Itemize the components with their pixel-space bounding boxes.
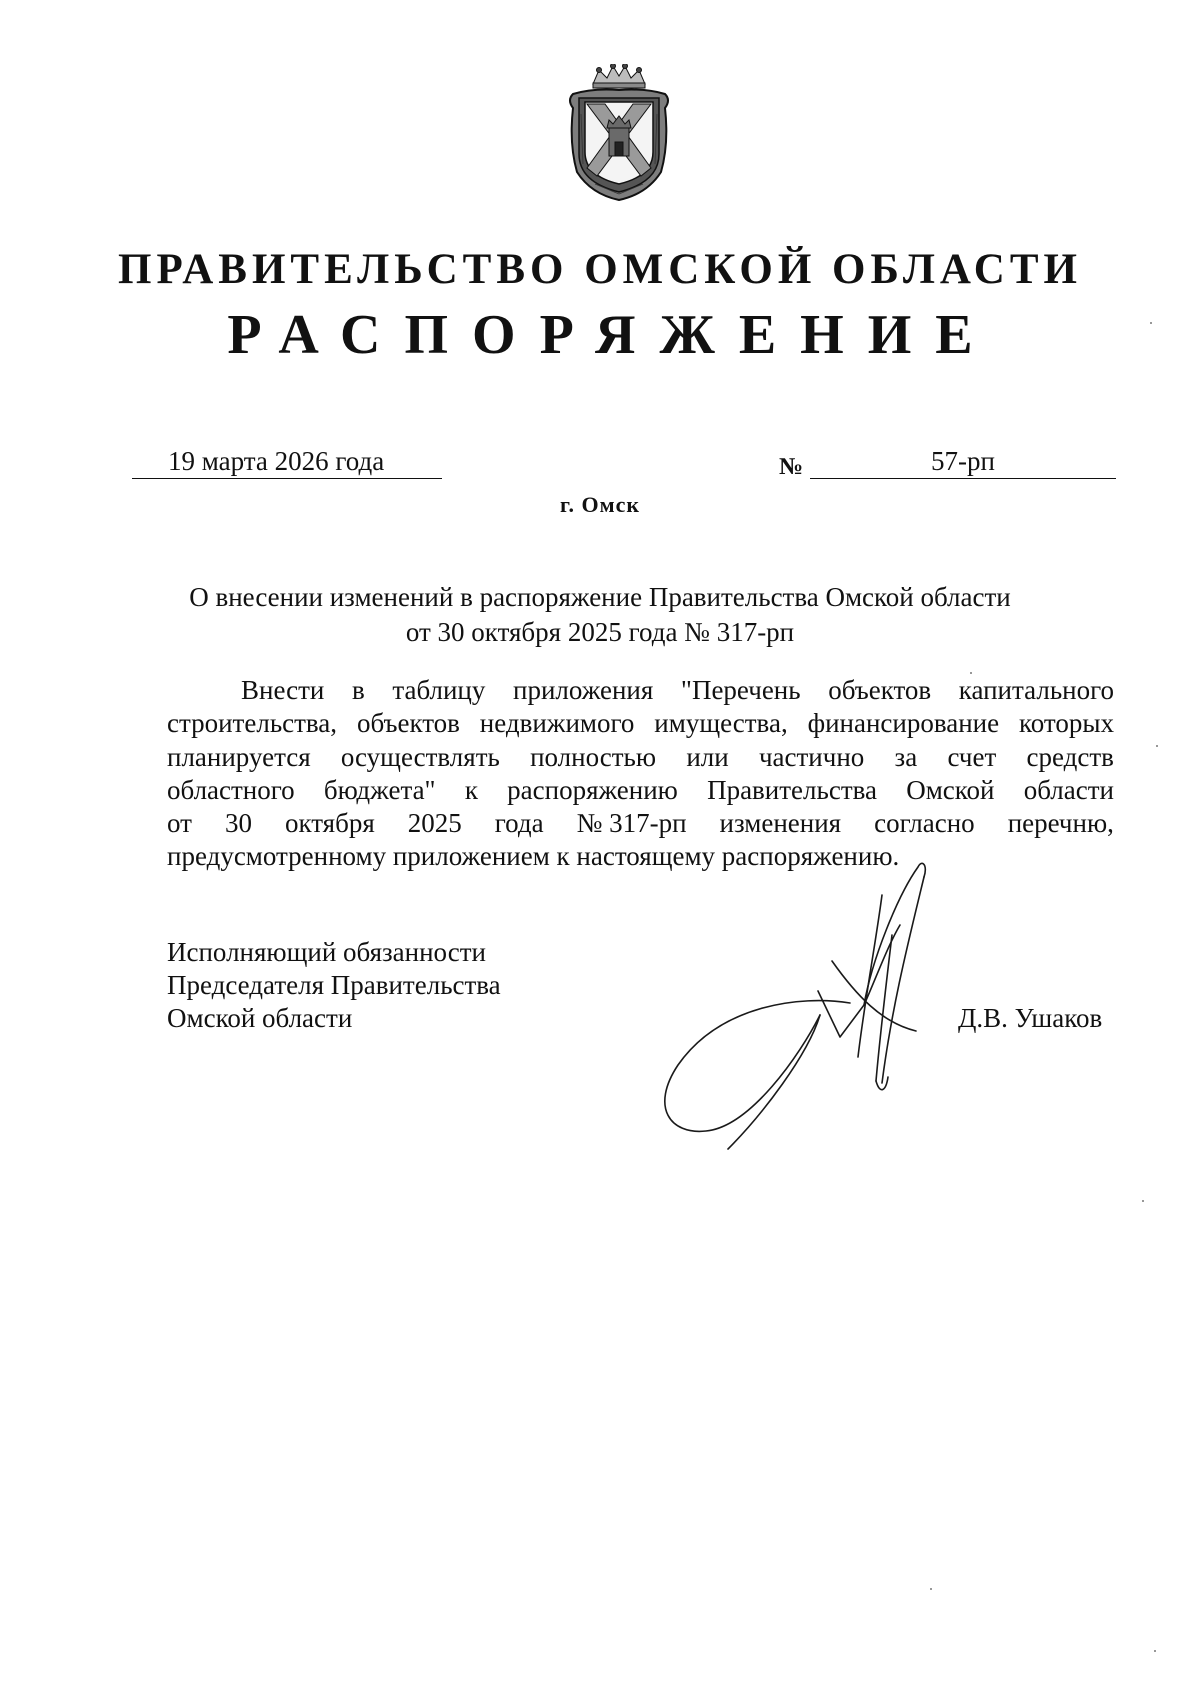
scan-speck [1156, 745, 1158, 747]
body-word: полностью [530, 741, 657, 772]
body-word: планируется [167, 741, 311, 772]
body-word: "Перечень [680, 675, 801, 705]
city-label: г. Омск [559, 492, 641, 517]
body-line [167, 774, 1114, 807]
body-word: к [464, 774, 478, 805]
body-paragraph [167, 674, 1114, 874]
body-word: областного [167, 774, 295, 805]
number-field [810, 444, 1116, 479]
scan-speck [930, 1588, 932, 1590]
body-word: Внести [241, 675, 325, 705]
body-word: финансирование [807, 708, 1000, 739]
number-sign: № [779, 454, 804, 480]
scan-speck [1150, 322, 1152, 324]
organization-title: ПРАВИТЕЛЬСТВО ОМСКОЙ ОБЛАСТИ [118, 246, 1082, 293]
signer-position-line: Исполняющий обязанности [167, 937, 486, 967]
signer-position [167, 936, 501, 1035]
body-word: средств [1026, 741, 1114, 772]
body-word: счет [947, 741, 997, 772]
body-word: 2025 [407, 808, 462, 839]
scan-speck [1154, 1650, 1156, 1652]
body-word: области [1023, 774, 1114, 805]
document-number: 57-рп [931, 446, 995, 476]
document-type-title: РАСПОРЯЖЕНИЕ [227, 304, 997, 366]
body-word: изменения [719, 808, 842, 839]
body-word: 30 [224, 808, 252, 839]
body-word: осуществлять [340, 741, 500, 772]
body-line [167, 707, 1114, 740]
signer-name: Д.В. Ушаков [958, 1003, 1103, 1033]
body-word: недвижимого [479, 708, 635, 739]
signer-position-line: Председателя Правительства [167, 970, 501, 1000]
coat-of-arms-icon [565, 64, 673, 204]
body-word: в [351, 675, 365, 705]
subject-line: О внесении изменений в распоряжение Правительства Омской области [189, 582, 1011, 612]
document-date: 19 марта 2026 года [168, 446, 385, 476]
body-word: имущества, [654, 708, 788, 739]
body-line [167, 741, 1114, 774]
body-word: Правительства [707, 774, 877, 805]
signer-position-line: Омской области [167, 1003, 353, 1033]
body-word: объектов [828, 675, 932, 705]
body-word: которых [1019, 708, 1114, 739]
body-word: Омской [906, 774, 995, 805]
body-word: таблицу [392, 675, 486, 705]
body-word: № 317-рп [576, 808, 687, 839]
signature-icon [650, 855, 1020, 1155]
body-word: частично [758, 741, 865, 772]
body-word: перечню, [1007, 808, 1114, 839]
body-word: октября [284, 808, 375, 839]
body-line: предусмотренному приложением к настоящему распоряжению. [167, 841, 900, 872]
body-word: приложения [513, 675, 654, 705]
body-word: или [686, 741, 729, 772]
body-word: от [167, 808, 192, 839]
body-word: распоряжению [507, 774, 678, 805]
date-field [132, 444, 442, 479]
scan-speck [970, 672, 972, 674]
body-line [167, 807, 1114, 840]
body-word: года [494, 808, 544, 839]
body-word: объектов [356, 708, 460, 739]
document-subject [120, 580, 1080, 650]
scan-speck [1142, 1200, 1144, 1202]
body-word: согласно [874, 808, 975, 839]
body-word: за [894, 741, 918, 772]
body-word: бюджета" [323, 774, 436, 805]
body-word: строительства, [167, 708, 338, 739]
body-word: капитального [958, 675, 1114, 705]
subject-line: от 30 октября 2025 года № 317-рп [405, 617, 795, 647]
body-line [167, 674, 1114, 707]
